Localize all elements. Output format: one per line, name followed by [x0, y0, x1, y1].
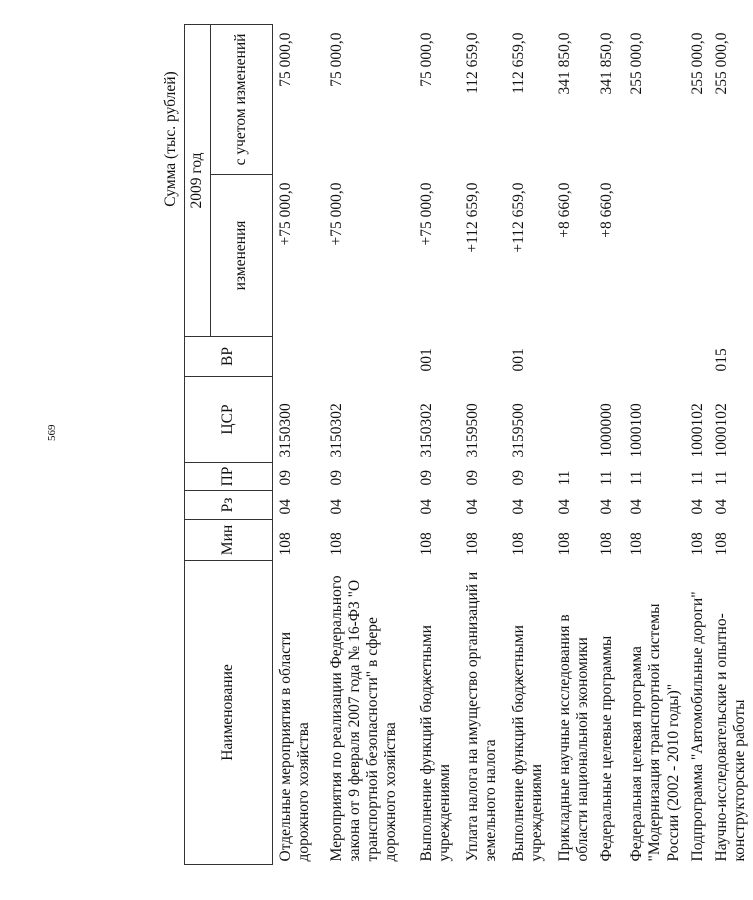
cell-name: Выполнение функций бюджетными учреждениями [509, 625, 545, 862]
cell-csr: 3159500 [509, 403, 527, 458]
table-row [507, 24, 553, 864]
cell-csr: 3150300 [277, 403, 294, 458]
budget-table-sheet [162, 25, 749, 865]
cell-min: 108 [713, 532, 731, 556]
cell-vr: 001 [509, 348, 527, 372]
cell-vr [595, 337, 625, 377]
cell-total: 75 000,0 [327, 32, 345, 87]
cell-min: 108 [417, 532, 435, 556]
cell-min: 108 [555, 532, 573, 556]
cell-changes [686, 175, 710, 337]
cell-pr: 09 [327, 470, 345, 486]
table-row [273, 24, 325, 864]
cell-changes [710, 175, 753, 337]
cell-changes [625, 175, 686, 337]
cell-min: 108 [509, 532, 527, 556]
cell-csr: 1000000 [598, 403, 616, 458]
cell-csr: 3150302 [327, 403, 345, 458]
cell-changes: +8 660,0 [598, 182, 616, 238]
cell-name: Федеральная целевая программа "Модернизация транспортной системы России (2002 - 2010 годы)" [628, 603, 682, 862]
cell-pr: 09 [417, 470, 435, 486]
header-min: Мин [185, 520, 273, 561]
cell-min: 108 [628, 532, 646, 556]
cell-changes: +8 660,0 [555, 182, 573, 238]
cell-total: 75 000,0 [277, 32, 294, 87]
cell-rz: 04 [688, 499, 706, 515]
cell-vr [553, 337, 596, 377]
header-name: Наименование [185, 561, 273, 865]
table-row [553, 24, 596, 864]
cell-rz: 04 [509, 499, 527, 515]
table-row [595, 24, 625, 864]
header-vr: ВР [185, 337, 273, 377]
cell-min: 108 [463, 532, 481, 556]
cell-name: Федеральные целевые программы [598, 635, 616, 862]
table-row [625, 24, 686, 864]
cell-vr: 001 [417, 348, 435, 372]
cell-changes: +75 000,0 [417, 182, 435, 246]
header-csr: ЦСР [185, 377, 273, 463]
cell-pr: 09 [509, 470, 527, 486]
unit-caption: Сумма (тыс. рублей) [162, 71, 179, 207]
table-header [185, 24, 273, 864]
cell-rz: 04 [713, 499, 731, 515]
cell-total: 341 850,0 [555, 32, 573, 95]
cell-min: 108 [277, 532, 294, 556]
cell-csr: 1000102 [713, 403, 731, 458]
header-with-changes: с учетом изменений [211, 24, 273, 174]
cell-name: Подпрограмма "Автомобильные дороги" [688, 591, 706, 862]
cell-rz: 04 [555, 499, 573, 515]
cell-vr [325, 337, 415, 377]
budget-table [184, 24, 753, 865]
cell-vr [461, 337, 507, 377]
cell-pr: 09 [463, 470, 481, 486]
cell-total: 341 850,0 [598, 32, 616, 95]
table-body [273, 24, 753, 864]
cell-min: 108 [327, 532, 345, 556]
cell-pr: 11 [598, 470, 616, 486]
header-changes: изменения [211, 175, 273, 337]
cell-csr: 1000100 [628, 403, 646, 458]
cell-pr: 11 [555, 470, 573, 486]
cell-name: Уплата налога на имущество организаций и земельного налога [463, 571, 499, 862]
cell-vr [273, 337, 325, 377]
cell-name: Научно-исследовательские и опытно-конструкторские работы [713, 613, 749, 862]
cell-csr [553, 377, 596, 463]
cell-total: 112 659,0 [509, 32, 527, 94]
cell-name: Прикладные научные исследования в области национальной экономики [555, 614, 591, 862]
table-row [710, 24, 753, 864]
cell-rz: 04 [327, 499, 345, 515]
table-row [415, 24, 461, 864]
cell-min: 108 [688, 532, 706, 556]
cell-pr: 11 [688, 470, 706, 486]
cell-pr: 11 [713, 470, 731, 486]
header-year: 2009 год [185, 24, 211, 336]
cell-total: 255 000,0 [688, 32, 706, 95]
table-row [325, 24, 415, 864]
cell-pr: 11 [628, 470, 646, 486]
cell-csr: 3159500 [463, 403, 481, 458]
header-pr: ПР [185, 463, 273, 491]
cell-name: Отдельные мероприятия в области дорожного хозяйства [277, 631, 313, 862]
header-rz: Рз [185, 491, 273, 520]
table-row [686, 24, 710, 864]
cell-total: 112 659,0 [463, 32, 481, 94]
cell-changes: +75 000,0 [327, 182, 345, 246]
cell-changes: +75 000,0 [277, 182, 294, 246]
cell-vr [625, 337, 686, 377]
cell-rz: 04 [463, 499, 481, 515]
cell-rz: 04 [628, 499, 646, 515]
cell-rz: 04 [598, 499, 616, 515]
cell-min: 108 [598, 532, 616, 556]
cell-pr: 09 [277, 470, 294, 486]
cell-name: Мероприятия по реализации Федерального закона от 9 февраля 2007 года № 16-ФЗ "О транспортной безопасности" в сфере дорожного хозяйства [327, 575, 400, 862]
cell-changes: +112 659,0 [463, 182, 481, 253]
page-number: 569 [46, 424, 58, 441]
cell-vr: 015 [713, 348, 731, 372]
cell-total: 75 000,0 [417, 32, 435, 87]
cell-changes: +112 659,0 [509, 182, 527, 253]
table-row [461, 24, 507, 864]
cell-csr: 1000102 [688, 403, 706, 458]
cell-rz: 04 [417, 499, 435, 515]
cell-total: 255 000,0 [628, 32, 646, 95]
cell-rz: 04 [277, 499, 294, 515]
cell-vr [686, 337, 710, 377]
cell-csr: 3150302 [417, 403, 435, 458]
cell-total: 255 000,0 [713, 32, 731, 95]
cell-name: Выполнение функций бюджетными учреждениями [417, 625, 453, 862]
